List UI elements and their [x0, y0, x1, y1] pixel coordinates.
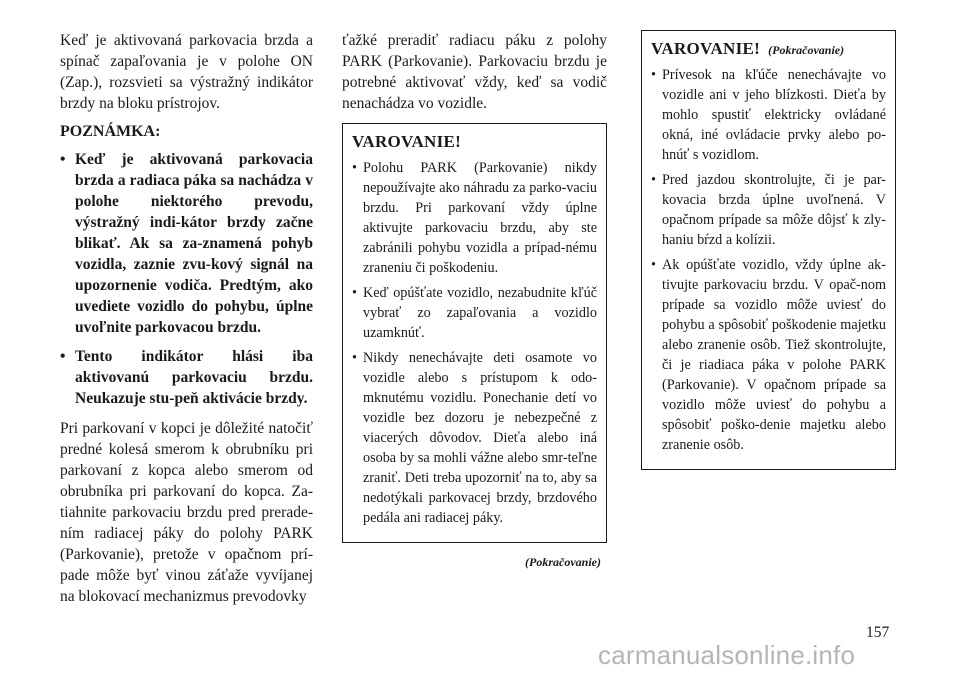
warning-list: [352, 158, 597, 528]
warning-item: • Keď opúšťate vozidlo, nezabudnite kľúč vybrať zo zapaľovania a vozidlo uzamknúť.: [352, 283, 597, 343]
continued-note: (Pokračovanie): [525, 555, 601, 569]
warning-item: • Ak opúšťate vozidlo, vždy úplne ak-tivujte parkovaciu brzdu. V opač-nom prípade sa vozidlo môže uviesť do pohybu a spôsobiť poškodenie majetku alebo zranenie osôb. Tiež skontrolujte, či je riadiaca páka v polohe PARK (Parkovanie). V opačnom prípade sa vozidlo môže uviesť do pohybu a spôsobiť poško-denie majetku alebo zranenie osôb.: [651, 255, 886, 455]
intro-paragraph: Keď je aktivovaná parkovacia brzda a spínač zapaľovania je v polohe ON (Zap.), rozsvieti sa výstražný indikátor brzdy na bloku prístrojov.: [60, 32, 313, 112]
warning-title-row: [651, 39, 886, 59]
warning-box-continued: [641, 30, 896, 470]
warning-item: • Pred jazdou skontrolujte, či je par-kovacia brzda úplne uvoľnená. V opačnom prípade sa môže dôjsť k zly-haniu bŕzd a kolízii.: [651, 170, 886, 250]
page-number: 157: [866, 624, 890, 641]
watermark: carmanualsonline.info: [598, 640, 856, 670]
note-list: [60, 149, 313, 409]
warning-list: [651, 65, 886, 455]
warning-item: • Nikdy nenechávajte deti osamote vo vozidle alebo s prístupom k odo-mknutému vozidlu. Ponechanie detí vo vozidle bez dozoru je nebezpečné z viacerých dôvodov. Dieťa alebo iná osoba by sa mohli vážne alebo smr-teľne zraniť. Deti treba upozorniť na to, aby sa nedotýkali parkovacej brzdy, brzdového pedála ani radiacej páky.: [352, 348, 597, 528]
warning-title: VAROVANIE!: [352, 132, 462, 151]
hill-parking-paragraph: Pri parkovaní v kopci je dôležité natočiť predné kolesá smerom k obrubníku pri parkovaní z kopca alebo smerom od obrubníka pri parkovaní do kopca. Za-tiahnite parkovaciu brzdu pred prerade-ním radiacej páky do polohy PARK (Parkovanie), pretože v opačnom prí-pade môže byť vinou záťaže vyvíjanej na blokovací mechanizmus prevodovky: [60, 420, 313, 605]
note-item: • Tento indikátor hlási iba aktivovanú parkovaciu brzdu. Neukazuje stu-peň aktivácie brzdy.: [60, 346, 313, 409]
warning-item: • Prívesok na kľúče nenechávajte vo vozidle ani v jeho blízkosti. Dieťa by mohlo spustiť elektricky ovládané okná, iné ovládacie prvky alebo po-hnúť s vozidlom.: [651, 65, 886, 165]
left-column: [60, 30, 313, 616]
warning-box: [342, 123, 607, 543]
right-column: [641, 30, 896, 470]
middle-column: [342, 30, 607, 570]
continued-paragraph: ťažké preradiť radiacu páku z polohy PARK (Parkovanie). Parkovaciu brzdu je potrebné aktivovať vždy, keď sa vodič nenachádza vo vozidle.: [342, 32, 607, 112]
note-heading: POZNÁMKA:: [60, 123, 161, 140]
note-item: • Keď je aktivovaná parkovacia brzda a radiaca páka sa nachádza v polohe niektorého prevodu, výstražný indi-kátor brzdy začne blikať. Ak sa za-znamená pohyb vozidla, zaznie zvu-kový signál na upozornenie vodiča. Predtým, ako uvediete vozidlo do pohybu, úplne uvoľnite parkovacou brzdu.: [60, 149, 313, 338]
warning-title-continued: (Pokračovanie): [768, 43, 845, 57]
warning-title: VAROVANIE!: [651, 39, 761, 58]
warning-item: • Polohu PARK (Parkovanie) nikdy nepoužívajte ako náhradu za parko-vaciu brzdu. Pri parkovaní vždy úplne aktivujte parkovaciu brzdu, aby ste zabránili pohybu vozidla a prípad-nému zraneniu či poškodeniu.: [352, 158, 597, 278]
